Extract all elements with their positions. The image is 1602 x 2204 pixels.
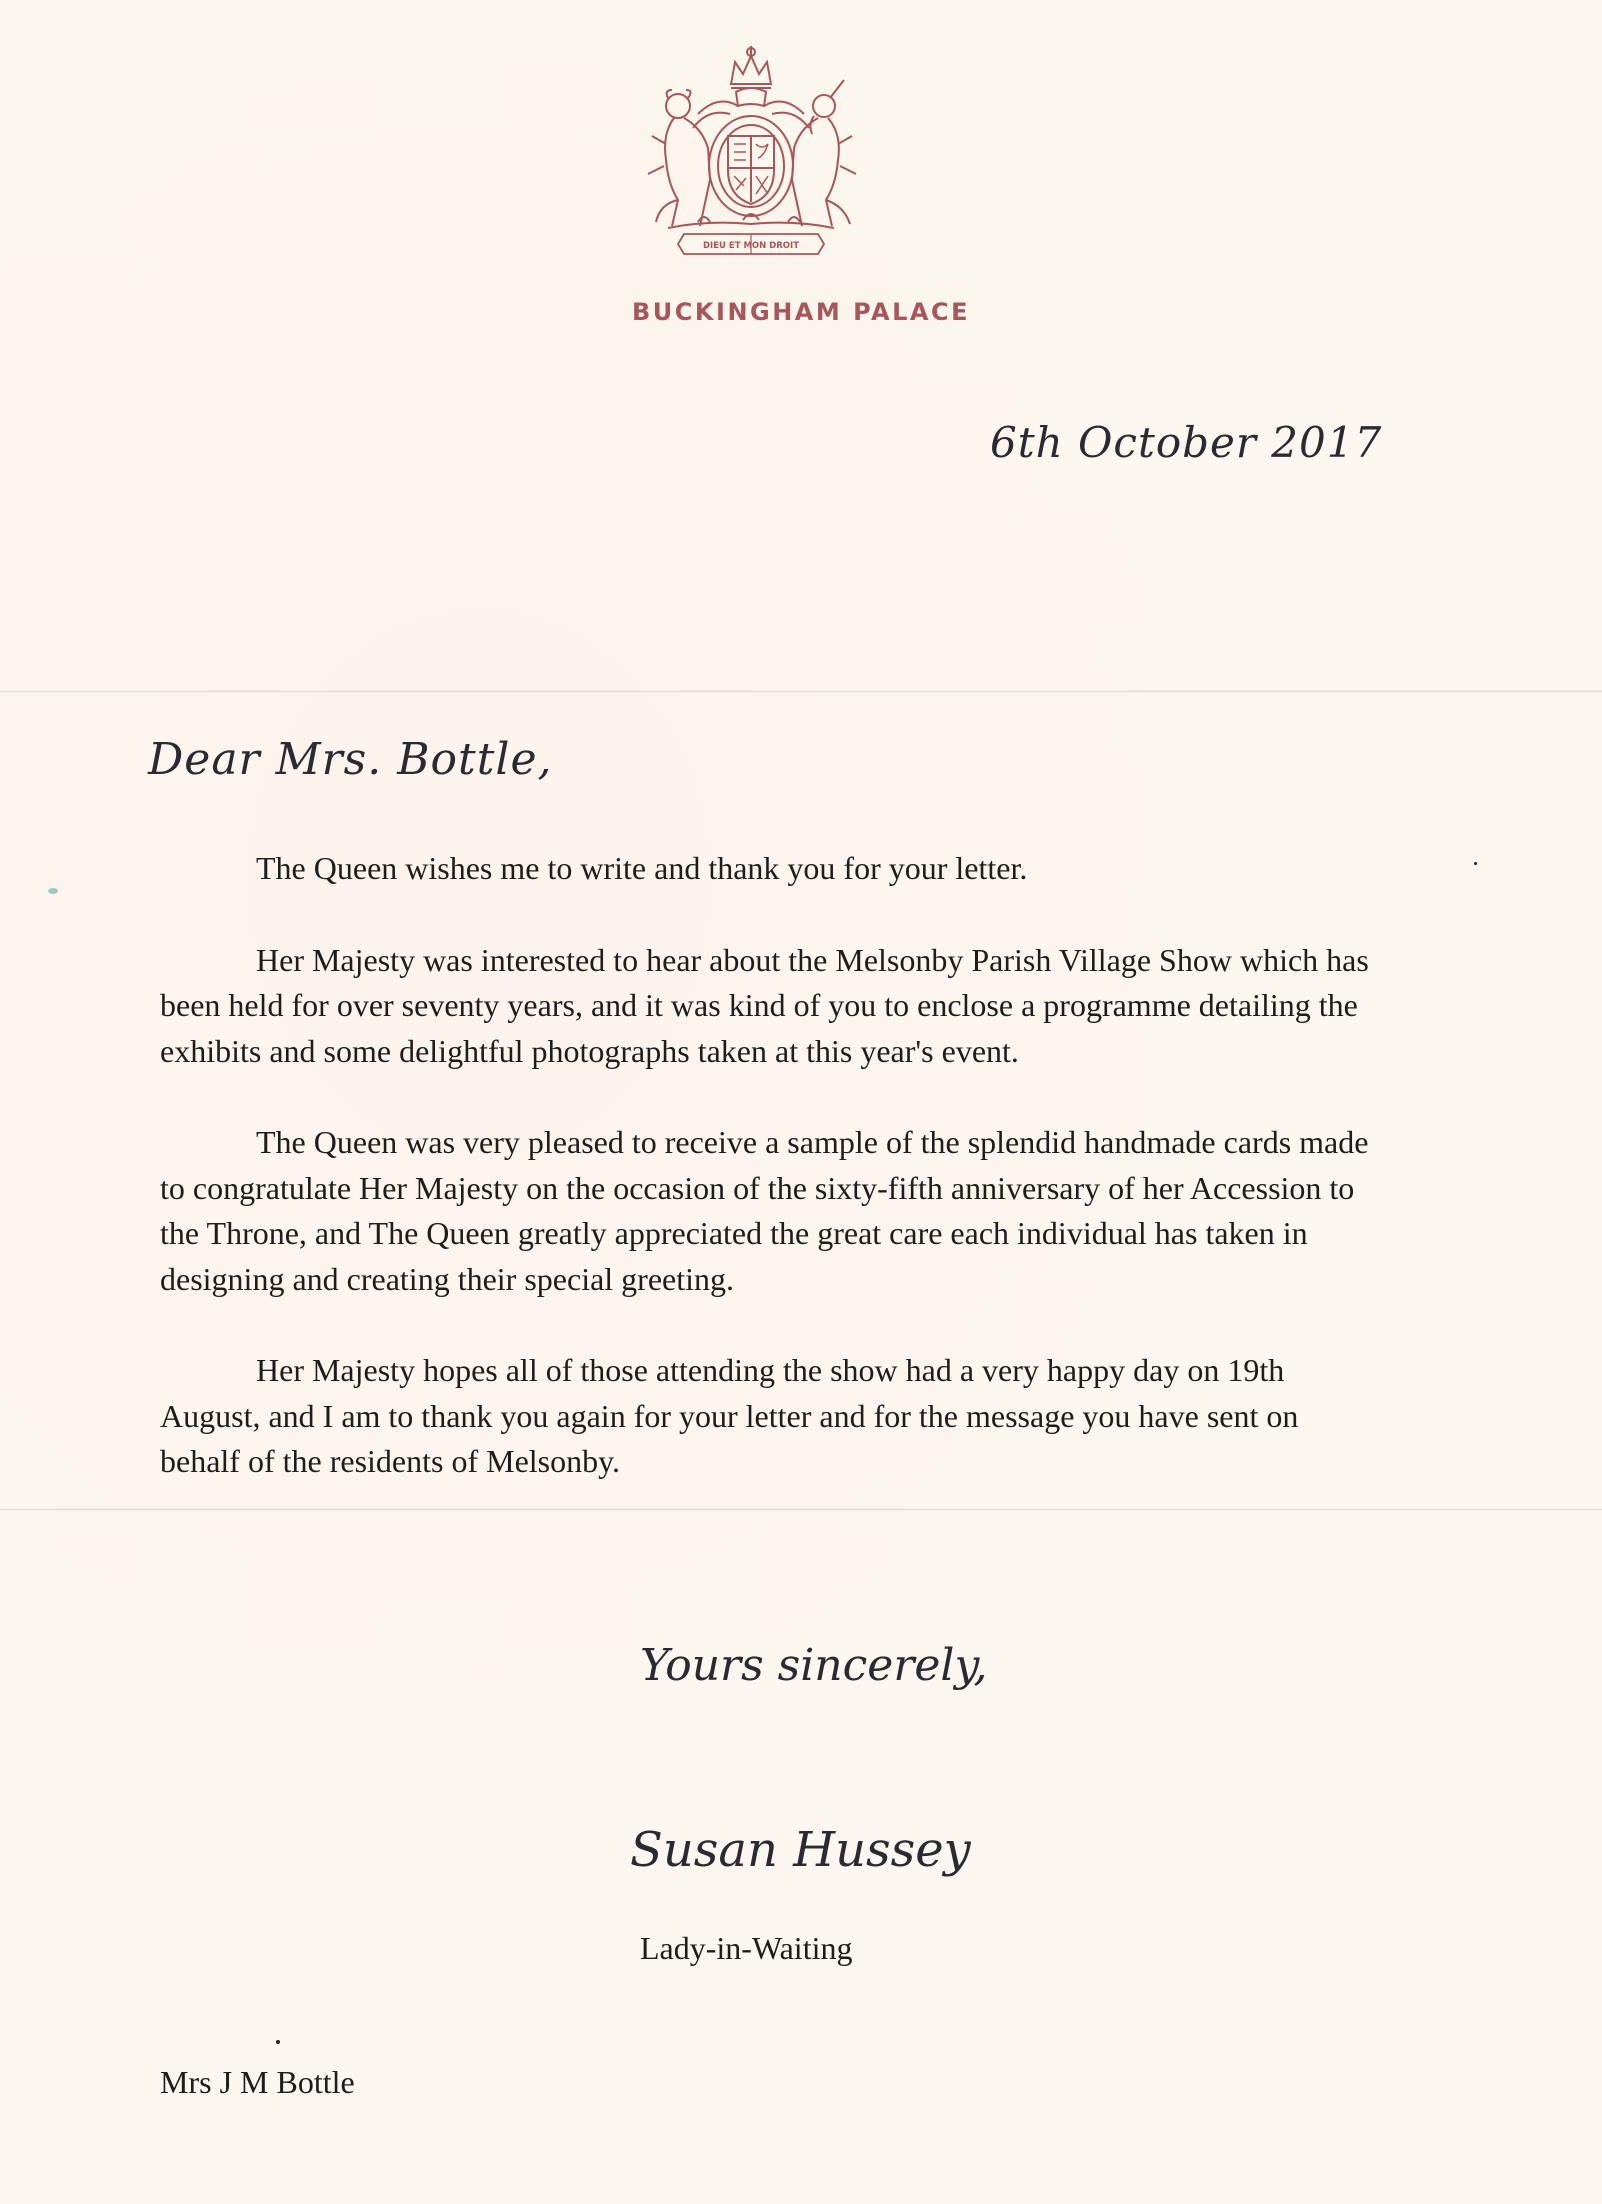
crown-icon xyxy=(731,46,771,88)
paragraph-2: Her Majesty was interested to hear about the Melsonby Parish Village Show which has been held for over seventy years, and it was kind of you to enclose a programme detailing the exhibits and some delightful photographs taken at this year's event. xyxy=(160,941,1369,1069)
paper-speck xyxy=(1474,862,1477,865)
paper-speck xyxy=(276,2040,280,2044)
handwritten-date: 6th October 2017 xyxy=(990,418,1383,467)
paragraph-4: Her Majesty hopes all of those attending the show had a very happy day on 19th August, and I am to thank you again for your letter and for the message you have sent on behalf of the residents of Melsonby. xyxy=(160,1352,1299,1479)
crest-motto: DIEU ET MON DROIT xyxy=(703,241,799,251)
paper-fold-upper xyxy=(0,690,1602,693)
royal-coat-of-arms-icon xyxy=(638,44,864,258)
paragraph-1: The Queen wishes me to write and thank you for your letter. xyxy=(256,850,1028,886)
unicorn-supporter-icon xyxy=(792,80,856,226)
letterhead-address: BUCKINGHAM PALACE xyxy=(632,298,970,326)
signatory-title: Lady-in-Waiting xyxy=(640,1930,853,1966)
paper-speck xyxy=(48,888,58,894)
recipient-name: Mrs J M Bottle xyxy=(160,2064,355,2100)
handwritten-signature: Susan Hussey xyxy=(630,1822,971,1878)
letter-body xyxy=(160,846,1380,1531)
paragraph-3: The Queen was very pleased to receive a sample of the splendid handmade cards made to congratulate Her Majesty on the occasion of the sixty-fifth anniversary of her Accession to the Throne, and The Queen greatly appreciated the great care each individual has taken in designing and creating their special greeting. xyxy=(160,1124,1369,1297)
handwritten-salutation: Dear Mrs. Bottle, xyxy=(148,734,553,785)
handwritten-closing: Yours sincerely, xyxy=(640,1640,988,1691)
